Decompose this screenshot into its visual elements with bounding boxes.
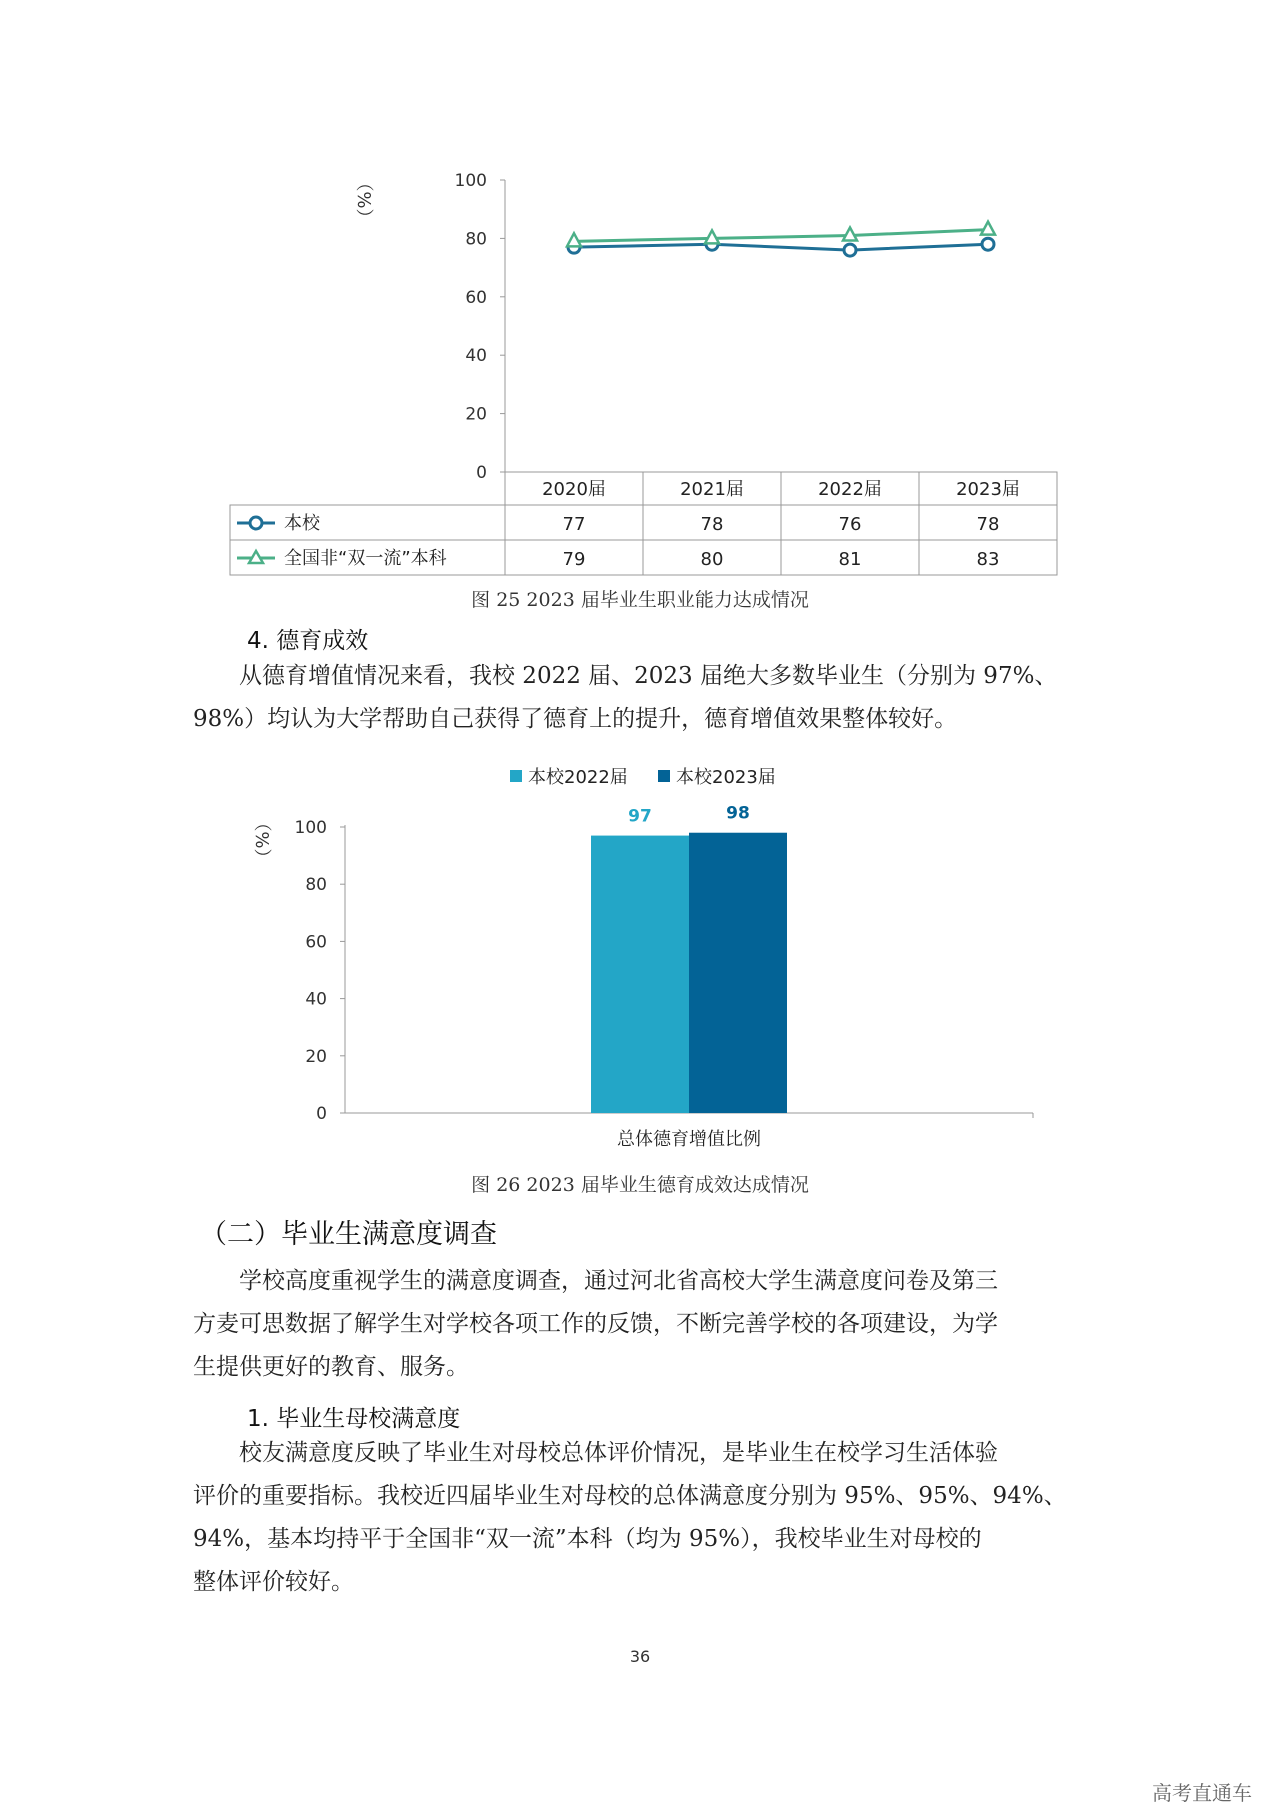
table-cell-value: 78	[700, 514, 724, 535]
table-cell-value: 81	[838, 549, 862, 570]
y-tick-label: 60	[305, 932, 327, 953]
x-category-label: 2023届	[956, 479, 1020, 500]
fig25-caption: 图 25 2023 届毕业生职业能力达成情况	[471, 589, 809, 611]
paragraph-line: 94%，基本均持平于全国非“双一流”本科（均为 95%），我校毕业生对母校的	[193, 1526, 982, 1552]
legend-label: 本校2022届	[528, 767, 628, 788]
legend-label: 本校2023届	[676, 767, 776, 788]
series-name-label: 全国非“双一流”本科	[284, 548, 447, 569]
section-2-paragraph	[193, 1260, 1093, 1389]
bar	[591, 836, 689, 1113]
paragraph-line: 学校高度重视学生的满意度调查，通过河北省高校大学生满意度问卷及第三	[239, 1268, 998, 1294]
y-tick-label: 80	[305, 875, 327, 896]
paragraph-line: 评价的重要指标。我校近四届毕业生对母校的总体满意度分别为 95%、95%、94%、	[193, 1483, 1067, 1509]
x-category-label: 2020届	[542, 479, 606, 500]
table-cell-value: 80	[700, 549, 724, 570]
y-axis-label: （%）	[353, 173, 374, 227]
section-2-title: （二）毕业生满意度调查	[200, 1219, 497, 1250]
y-tick-label: 0	[316, 1104, 327, 1124]
series-name-label: 本校	[284, 513, 320, 534]
table-cell-value: 83	[976, 549, 1000, 570]
y-tick-label: 0	[476, 463, 487, 483]
y-tick-label: 40	[305, 989, 327, 1010]
x-category-label: 2021届	[680, 479, 744, 500]
table-cell-value: 79	[562, 549, 586, 570]
legend-swatch	[658, 770, 670, 782]
bar-value-label: 98	[726, 803, 750, 824]
y-tick-label: 40	[465, 346, 487, 367]
paragraph-line: 校友满意度反映了毕业生对母校总体评价情况，是毕业生在校学习生活体验	[239, 1440, 998, 1466]
paragraph-line: 98%）均认为大学帮助自己获得了德育上的提升，德育增值效果整体较好。	[193, 706, 958, 732]
paragraph-line: 生提供更好的教育、服务。	[193, 1354, 469, 1380]
fig26-caption: 图 26 2023 届毕业生德育成效达成情况	[471, 1174, 809, 1196]
y-tick-label: 20	[305, 1046, 327, 1067]
paragraph-line: 方麦可思数据了解学生对学校各项工作的反馈，不断完善学校的各项建设，为学	[193, 1311, 998, 1337]
y-axis-label: （%）	[251, 813, 272, 867]
y-tick-label: 60	[465, 287, 487, 308]
watermark: 高考直通车	[1152, 1781, 1252, 1805]
paragraph-line: 从德育增值情况来看，我校 2022 届、2023 届绝大多数毕业生（分别为 97%、	[239, 663, 1058, 689]
bar-value-label: 97	[628, 806, 652, 827]
y-tick-label: 100	[294, 818, 327, 838]
table-cell-value: 78	[976, 514, 1000, 535]
table-cell-value: 76	[838, 514, 862, 535]
subsection-1-paragraph	[193, 1432, 1093, 1604]
y-tick-label: 20	[465, 404, 487, 425]
table-cell-value: 77	[562, 514, 586, 535]
x-category-label: 2022届	[818, 479, 882, 500]
legend-swatch	[510, 770, 522, 782]
bar	[689, 833, 787, 1113]
x-category-label: 总体德育增值比例	[617, 1129, 761, 1150]
subsection-1-title: 1. 毕业生母校满意度	[247, 1406, 461, 1432]
paragraph-line: 整体评价较好。	[193, 1569, 354, 1595]
y-tick-label: 80	[465, 229, 487, 250]
section-4-title: 4. 德育成效	[247, 628, 369, 654]
y-tick-label: 100	[454, 171, 487, 191]
page-number: 36	[629, 1647, 651, 1666]
